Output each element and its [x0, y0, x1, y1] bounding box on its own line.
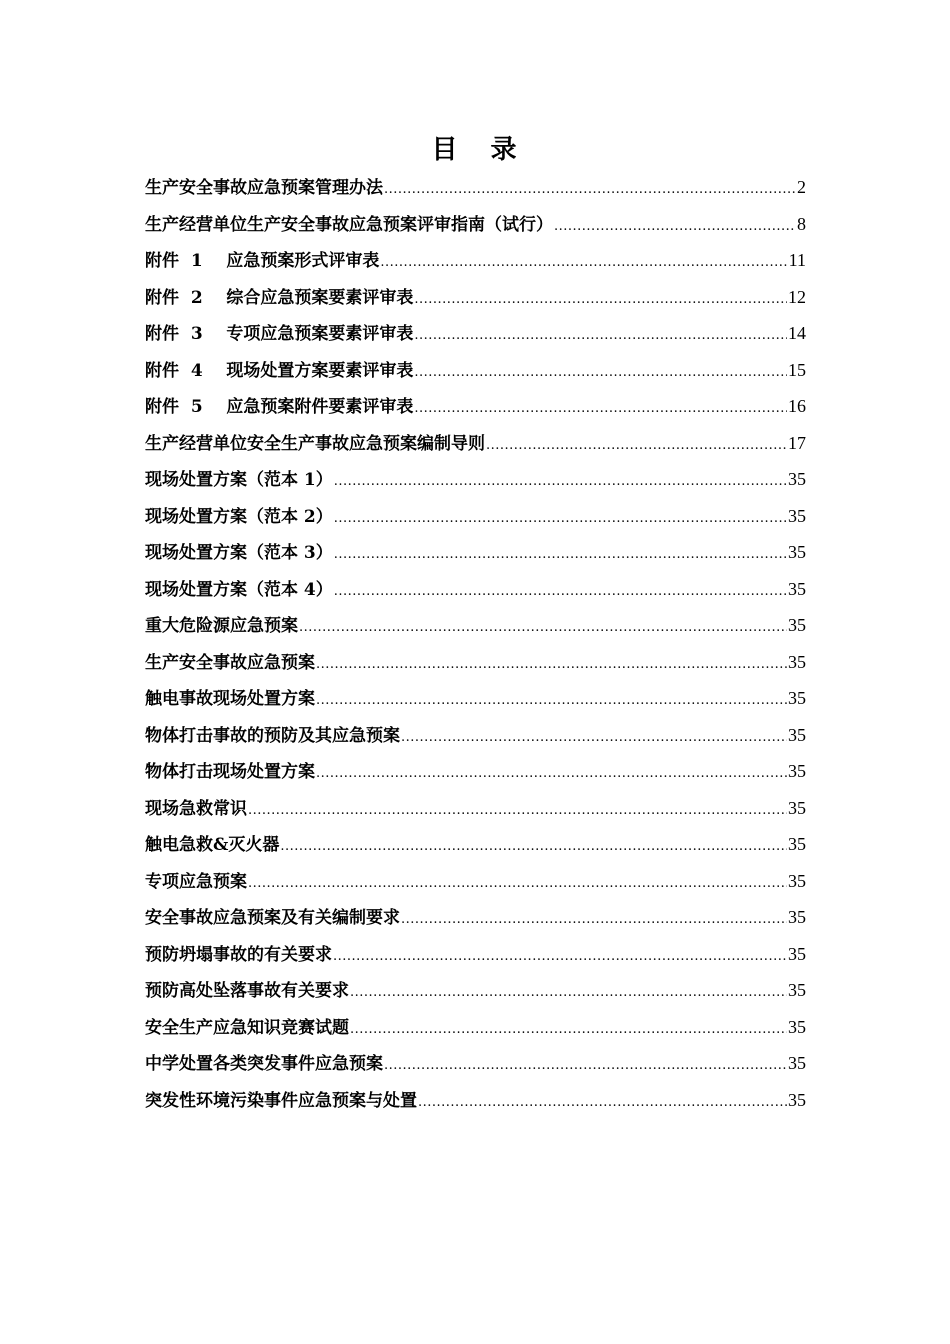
toc-entry-page: 35 [788, 797, 806, 818]
toc-entry[interactable] [145, 498, 806, 535]
toc-entry[interactable] [145, 279, 806, 316]
toc-entry-page: 35 [788, 1016, 806, 1037]
toc-entry-label: 专项应急预案 [145, 871, 247, 892]
toc-entry-page: 16 [788, 396, 806, 416]
toc-entry-page: 35 [788, 651, 806, 672]
toc-entry-label: 预防高处坠落事故有关要求 [145, 981, 349, 1001]
toc-entry[interactable] [145, 936, 806, 973]
toc-entry-label: 现场处置方案（范本 1） [145, 470, 333, 490]
toc-entry[interactable] [145, 826, 806, 863]
toc-leader-dots [334, 537, 787, 574]
toc-leader-dots [384, 1048, 787, 1085]
toc-leader-dots [384, 172, 796, 209]
toc-entry-label: 触电事故现场处置方案 [145, 689, 315, 709]
toc-entry-page: 35 [788, 980, 806, 1000]
toc-entry[interactable] [145, 899, 806, 936]
toc-entry-label: 现场处置方案（范本 3） [145, 543, 333, 563]
toc-entry[interactable] [145, 790, 806, 827]
toc-entry-page: 35 [788, 615, 806, 635]
toc-entry[interactable] [145, 534, 806, 571]
toc-leader-dots [333, 939, 787, 976]
toc-entry-label: 现场处置方案（范本 4） [145, 579, 333, 600]
toc-entry[interactable] [145, 717, 806, 754]
toc-entry-label: 附件 2 综合应急预案要素评审表 [145, 287, 414, 308]
toc-entry-page: 2 [797, 177, 806, 197]
toc-entry-label: 生产安全事故应急预案 [145, 652, 315, 673]
toc-entry-page: 35 [788, 578, 806, 599]
toc-leader-dots [401, 902, 787, 939]
toc-entry[interactable] [145, 972, 806, 1009]
toc-entry-page: 35 [788, 943, 806, 964]
toc-leader-dots [248, 866, 787, 903]
toc-leader-dots [316, 683, 787, 720]
toc-entry-page: 15 [788, 359, 806, 380]
toc-leader-dots [414, 355, 787, 392]
toc-leader-dots [486, 428, 787, 465]
toc-entry-label: 安全事故应急预案及有关编制要求 [145, 908, 400, 928]
toc-entry-page: 11 [788, 250, 806, 270]
toc-entry[interactable] [145, 863, 806, 900]
toc-entry-page: 12 [788, 286, 806, 307]
toc-leader-dots [334, 464, 787, 501]
toc-leader-dots [316, 756, 787, 793]
toc-entry[interactable] [145, 425, 806, 462]
toc-entry-page: 35 [788, 907, 806, 927]
toc-entry-label: 附件 3 专项应急预案要素评审表 [145, 324, 414, 344]
toc-entry-page: 35 [788, 724, 806, 745]
toc-entry[interactable] [145, 607, 806, 644]
toc-entry-label: 重大危险源应急预案 [145, 616, 298, 636]
toc-entry-label: 现场处置方案（范本 2） [145, 506, 333, 527]
toc-entry-page: 8 [797, 213, 806, 234]
toc-leader-dots [350, 1012, 787, 1049]
toc-entry-label: 中学处置各类突发事件应急预案 [145, 1054, 383, 1074]
toc-leader-dots [280, 829, 787, 866]
toc-leader-dots [380, 245, 787, 282]
toc-entry[interactable] [145, 169, 806, 206]
toc-entry-page: 35 [788, 834, 806, 854]
toc-entry-page: 35 [788, 505, 806, 526]
toc-entry[interactable] [145, 1009, 806, 1046]
toc-list [145, 169, 806, 1118]
toc-entry-page: 35 [788, 761, 806, 781]
toc-entry-label: 生产安全事故应急预案管理办法 [145, 178, 383, 198]
toc-entry-page: 35 [788, 870, 806, 891]
toc-entry[interactable] [145, 753, 806, 790]
toc-leader-dots [248, 793, 787, 830]
toc-entry-page: 35 [788, 469, 806, 489]
toc-leader-dots [418, 1085, 787, 1122]
toc-entry-page: 35 [788, 1089, 806, 1110]
toc-entry-label: 生产经营单位生产安全事故应急预案评审指南（试行） [145, 214, 553, 235]
toc-entry[interactable] [145, 644, 806, 681]
toc-leader-dots [414, 318, 787, 355]
toc-leader-dots [401, 720, 787, 757]
toc-entry[interactable] [145, 1082, 806, 1119]
toc-entry[interactable] [145, 315, 806, 352]
toc-leader-dots [414, 282, 787, 319]
toc-entry-label: 附件 4 现场处置方案要素评审表 [145, 360, 414, 381]
toc-leader-dots [554, 209, 796, 246]
toc-entry-label: 现场急救常识 [145, 798, 247, 819]
toc-leader-dots [414, 391, 787, 428]
toc-leader-dots [334, 501, 787, 538]
toc-entry-label: 附件 1 应急预案形式评审表 [145, 251, 380, 271]
toc-entry-label: 生产经营单位安全生产事故应急预案编制导则 [145, 433, 485, 454]
toc-entry-page: 35 [788, 1053, 806, 1073]
toc-entry-label: 触电急救&灭火器 [145, 835, 280, 855]
toc-leader-dots [316, 647, 787, 684]
toc-entry-label: 安全生产应急知识竞赛试题 [145, 1017, 349, 1038]
toc-leader-dots [334, 574, 787, 611]
toc-entry-page: 17 [788, 432, 806, 453]
toc-entry-label: 预防坍塌事故的有关要求 [145, 944, 332, 965]
toc-entry-label: 附件 5 应急预案附件要素评审表 [145, 397, 414, 417]
toc-entry[interactable] [145, 206, 806, 243]
toc-entry-page: 14 [788, 323, 806, 343]
toc-entry-page: 35 [788, 688, 806, 708]
toc-entry-label: 物体打击现场处置方案 [145, 762, 315, 782]
toc-entry-page: 35 [788, 542, 806, 562]
toc-entry[interactable] [145, 680, 806, 717]
toc-entry[interactable] [145, 571, 806, 608]
toc-leader-dots [350, 975, 787, 1012]
toc-entry[interactable] [145, 352, 806, 389]
toc-entry[interactable] [145, 242, 806, 279]
toc-entry[interactable] [145, 1045, 806, 1082]
toc-leader-dots [299, 610, 787, 647]
toc-title: 目 录 [431, 135, 529, 165]
toc-entry-label: 突发性环境污染事件应急预案与处置 [145, 1090, 417, 1111]
toc-entry[interactable] [145, 388, 806, 425]
toc-entry[interactable] [145, 461, 806, 498]
toc-entry-label: 物体打击事故的预防及其应急预案 [145, 725, 400, 746]
